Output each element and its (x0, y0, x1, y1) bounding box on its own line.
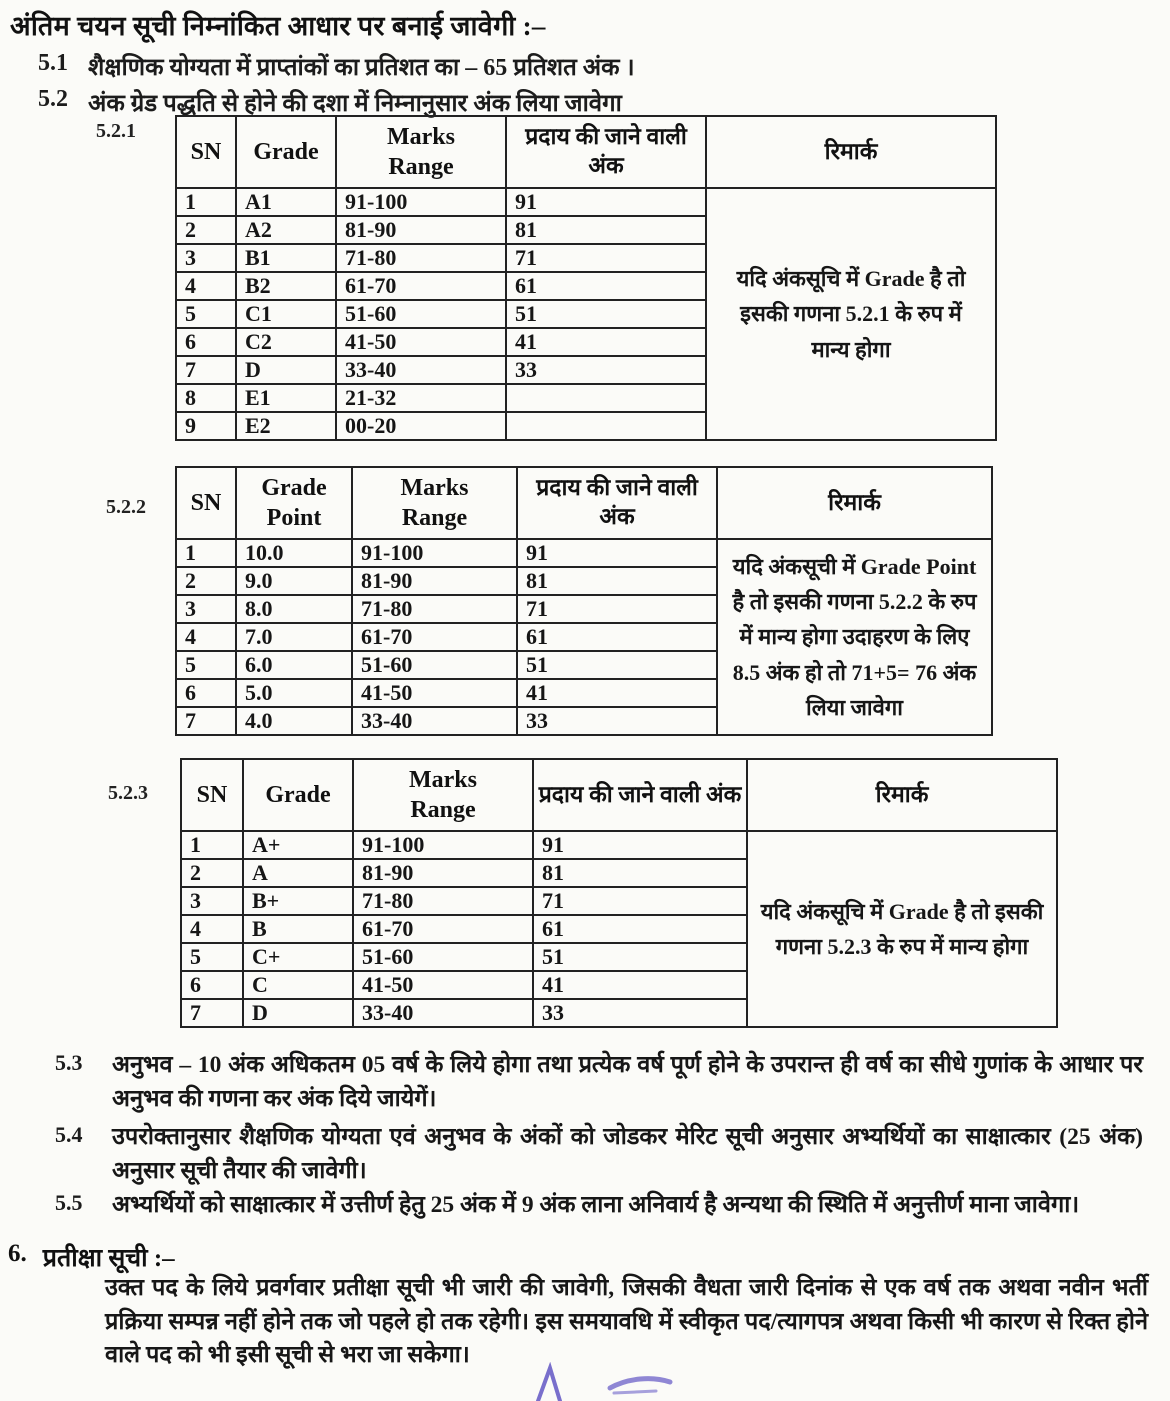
table-cell: B+ (243, 887, 353, 915)
table-cell: 61-70 (352, 623, 517, 651)
section-number: 6. (8, 1240, 27, 1267)
table-cell: A1 (236, 188, 336, 216)
table-cell: 81-90 (352, 567, 517, 595)
table-cell: A (243, 859, 353, 887)
table-cell: 33 (506, 356, 706, 384)
table-cell: 9 (176, 412, 236, 440)
table-cell: 41-50 (352, 679, 517, 707)
table-cell: E1 (236, 384, 336, 412)
table-header-row (176, 467, 992, 539)
col-header-sn: SN (176, 116, 236, 188)
table-cell: 91 (517, 539, 717, 567)
table-cell: 51-60 (353, 943, 533, 971)
clause-text: शैक्षणिक योग्यता में प्राप्तांकों का प्रतिशत का – 65 प्रतिशत अंक । (88, 55, 635, 81)
table-cell: E2 (236, 412, 336, 440)
grade-table-5-2-3 (180, 758, 1056, 1028)
table-row (176, 188, 996, 216)
table-cell: C2 (236, 328, 336, 356)
signature-mark (510, 1362, 710, 1401)
table-cell: 9.0 (236, 567, 352, 595)
clause-5-3 (55, 1048, 1143, 1116)
table-cell: 81-90 (336, 216, 506, 244)
table-row (176, 539, 992, 567)
table-cell: 10.0 (236, 539, 352, 567)
table-cell: 4 (176, 623, 236, 651)
clause-5-5 (55, 1188, 1143, 1222)
section-6-heading (8, 1240, 175, 1274)
clause-text: अभ्यर्थियों को साक्षात्कार में उत्तीर्ण हेतु 25 अंक में 9 अंक लाना अनिवार्य है अन्यथा की स्थिति में अनुत्तीर्ण माना जावेगा। (112, 1192, 1080, 1218)
col-header-awarded-marks: प्रदाय की जाने वाली अंक (506, 116, 706, 188)
table-row (181, 831, 1057, 859)
table-cell: 51 (533, 943, 747, 971)
table-cell: 2 (176, 216, 236, 244)
table-cell: 71 (533, 887, 747, 915)
table-cell: 4 (176, 272, 236, 300)
table-cell: 6 (181, 971, 243, 999)
table-cell: 61 (517, 623, 717, 651)
col-header-grade-point: Grade Point (236, 467, 352, 539)
col-header-marks-range: Marks Range (336, 116, 506, 188)
table-header-row (181, 759, 1057, 831)
table-cell: 71-80 (352, 595, 517, 623)
table-cell: 33-40 (336, 356, 506, 384)
table-cell: 61 (506, 272, 706, 300)
table-cell: 6 (176, 679, 236, 707)
table-cell: 41 (533, 971, 747, 999)
table-cell: 71 (506, 244, 706, 272)
table-label-5-2-3: 5.2.3 (108, 782, 148, 804)
clause-text: अनुभव – 10 अंक अधिकतम 05 वर्ष के लिये होगा तथा प्रत्येक वर्ष पूर्ण होने के उपरान्त ही वर्ष का सीधे गुणांक के आधार पर अनुभव की गणना कर अंक दिये जायेगें। (112, 1052, 1143, 1112)
table-cell: 91-100 (336, 188, 506, 216)
table-cell: 5 (176, 651, 236, 679)
table-cell: 21-32 (336, 384, 506, 412)
table-cell: 33 (533, 999, 747, 1027)
clause-text: अंक ग्रेड पद्धति से होने की दशा में निम्नानुसार अंक लिया जावेगा (88, 91, 622, 117)
remark-cell: यदि अंकसूचि में Grade है तो इसकी गणना 5.2.1 के रुप में मान्य होगा (706, 188, 996, 440)
clause-number: 5.3 (55, 1050, 83, 1075)
table-cell: 81 (506, 216, 706, 244)
table-cell: D (236, 356, 336, 384)
col-header-grade: Grade (236, 116, 336, 188)
table-cell: 51 (506, 300, 706, 328)
col-header-sn: SN (181, 759, 243, 831)
col-header-remark: रिमार्क (747, 759, 1057, 831)
page-title: अंतिम चयन सूची निम्नांकित आधार पर बनाई जावेगी :– (10, 11, 546, 41)
table-cell: 00-20 (336, 412, 506, 440)
table-cell: 1 (176, 539, 236, 567)
table-cell: C+ (243, 943, 353, 971)
col-header-awarded-marks: प्रदाय की जाने वाली अंक (517, 467, 717, 539)
table-cell: 51 (517, 651, 717, 679)
table-cell: 1 (176, 188, 236, 216)
table-cell: 2 (181, 859, 243, 887)
table-cell: A2 (236, 216, 336, 244)
table-cell: B2 (236, 272, 336, 300)
section-6-body: उक्त पद के लिये प्रवर्गवार प्रतीक्षा सूची भी जारी की जावेगी, जिसकी वैधता जारी दिनांक से एक वर्ष तक अथवा नवीन भर्ती प्रक्रिया सम्पन्न नहीं होने तक जो पहले हो तक रहेगी। इस समयावधि में स्वीकृत पद/त्यागपत्र अथवा किसी भी कारण से रिक्त होने वाले पद को भी इसी सूची से भरा जा सकेगा। (105, 1275, 1148, 1368)
table-cell: D (243, 999, 353, 1027)
table-cell: C (243, 971, 353, 999)
col-header-sn: SN (176, 467, 236, 539)
clause-5-4 (55, 1120, 1143, 1188)
table-cell: 7 (176, 707, 236, 735)
clause-number: 5.2 (38, 86, 68, 112)
table-cell: 7.0 (236, 623, 352, 651)
table-cell: 7 (176, 356, 236, 384)
table-cell: 51-60 (352, 651, 517, 679)
table-cell: 6 (176, 328, 236, 356)
clause-number: 5.5 (55, 1190, 83, 1215)
clause-number: 5.4 (55, 1122, 83, 1147)
table-cell: 4.0 (236, 707, 352, 735)
table-cell: B (243, 915, 353, 943)
col-header-awarded-marks: प्रदाय की जाने वाली अंक (533, 759, 747, 831)
table-cell: 6.0 (236, 651, 352, 679)
table-cell: 5 (181, 943, 243, 971)
col-header-marks-range: Marks Range (353, 759, 533, 831)
remark-cell: यदि अंकसूचि में Grade है तो इसकी गणना 5.2.3 के रुप में मान्य होगा (747, 831, 1057, 1027)
table-cell: 1 (181, 831, 243, 859)
table-cell: 81 (517, 567, 717, 595)
table-cell: 2 (176, 567, 236, 595)
table-cell: 81-90 (353, 859, 533, 887)
col-header-remark: रिमार्क (717, 467, 992, 539)
table-cell: 81 (533, 859, 747, 887)
table-cell: 91-100 (353, 831, 533, 859)
table-header-row (176, 116, 996, 188)
clause-number: 5.1 (38, 50, 68, 76)
table-cell: C1 (236, 300, 336, 328)
table-cell: 61 (533, 915, 747, 943)
table-cell: 41 (517, 679, 717, 707)
table-cell: 91 (506, 188, 706, 216)
table-cell: 41-50 (353, 971, 533, 999)
table-cell: B1 (236, 244, 336, 272)
table-cell: 41-50 (336, 328, 506, 356)
table-cell: 8 (176, 384, 236, 412)
table-cell: 91 (533, 831, 747, 859)
table-cell: 41 (506, 328, 706, 356)
table-cell: 5.0 (236, 679, 352, 707)
grade-table-5-2-1 (175, 115, 995, 441)
table-cell: 3 (176, 595, 236, 623)
table-cell: 4 (181, 915, 243, 943)
clause-text: उपरोक्तानुसार शैक्षणिक योग्यता एवं अनुभव के अंकों को जोडकर मेरिट सूची अनुसार अभ्यर्थियों का साक्षात्कार (25 अंक) अनुसार सूची तैयार की जावेगी। (112, 1124, 1143, 1184)
grade-table-5-2-2 (175, 466, 991, 736)
table-cell: 51-60 (336, 300, 506, 328)
table-cell: 3 (176, 244, 236, 272)
table-cell: 71-80 (336, 244, 506, 272)
table-cell: 8.0 (236, 595, 352, 623)
table-cell: 61-70 (336, 272, 506, 300)
table-cell: A+ (243, 831, 353, 859)
table-cell (506, 412, 706, 440)
table-cell: 71 (517, 595, 717, 623)
table-cell: 71-80 (353, 887, 533, 915)
col-header-grade: Grade (243, 759, 353, 831)
col-header-remark: रिमार्क (706, 116, 996, 188)
table-cell (506, 384, 706, 412)
table-cell: 33-40 (352, 707, 517, 735)
col-header-marks-range: Marks Range (352, 467, 517, 539)
table-label-5-2-1: 5.2.1 (96, 120, 136, 142)
table-cell: 33-40 (353, 999, 533, 1027)
table-cell: 61-70 (353, 915, 533, 943)
clause-5-1 (38, 50, 1138, 83)
section-title: प्रतीक्षा सूची :– (42, 1245, 175, 1272)
table-cell: 33 (517, 707, 717, 735)
remark-cell: यदि अंकसूची में Grade Point है तो इसकी गणना 5.2.2 के रुप में मान्य होगा उदाहरण के लिए 8.5 अंक हो तो 71+5= 76 अंक लिया जावेगा (717, 539, 992, 735)
table-cell: 7 (181, 999, 243, 1027)
table-label-5-2-2: 5.2.2 (106, 496, 146, 518)
table-cell: 91-100 (352, 539, 517, 567)
table-cell: 3 (181, 887, 243, 915)
table-cell: 5 (176, 300, 236, 328)
